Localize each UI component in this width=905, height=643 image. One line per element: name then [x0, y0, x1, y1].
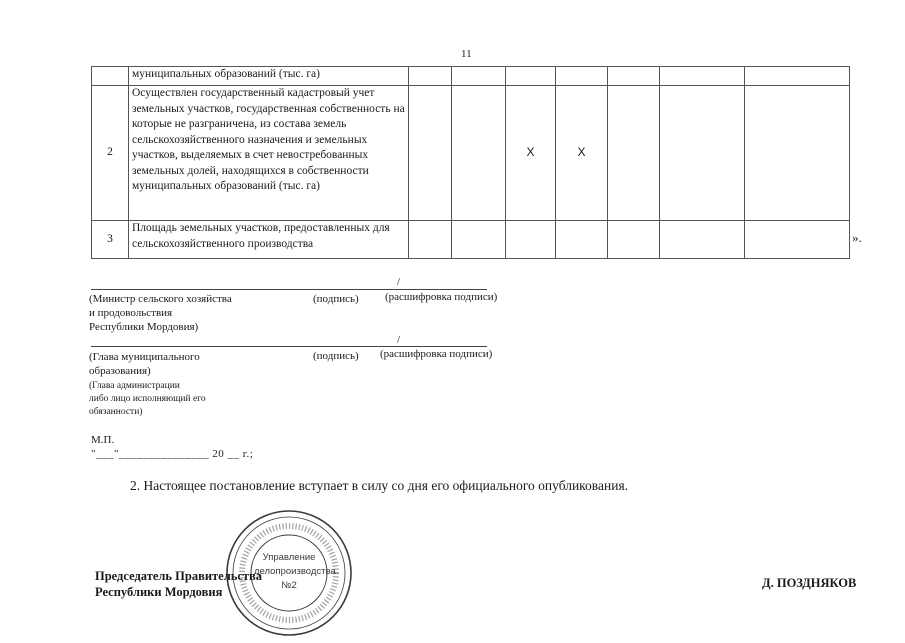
row-number: 3	[92, 221, 129, 259]
table-cell	[608, 67, 660, 86]
head-role-note: (Глава администрации либо лицо исполняющий его обязанности)	[89, 381, 206, 417]
table-cell	[745, 86, 850, 221]
signer-name: Д. ПОЗДНЯКОВ	[762, 576, 857, 590]
closing-quote: ».	[852, 230, 862, 245]
table-cell	[660, 67, 745, 86]
table-cell	[745, 221, 850, 259]
table-cell: X	[506, 86, 556, 221]
table-row	[92, 221, 850, 259]
table-cell: X	[556, 86, 608, 221]
date-line: "___"_______________ 20 __ г.;	[91, 448, 254, 460]
row-name: Площадь земельных участков, предоставленных для сельскохозяйственного производства	[129, 221, 409, 259]
row-number	[92, 67, 129, 86]
signature-label: (подпись)	[313, 293, 359, 305]
page-number: 11	[461, 48, 472, 60]
table-cell	[452, 67, 506, 86]
table-cell	[506, 67, 556, 86]
table-cell	[608, 221, 660, 259]
signature-label: (подпись)	[313, 350, 359, 362]
signature-decoding-label: (расшифровка подписи)	[385, 291, 498, 303]
head-role: (Глава муниципального образования)	[89, 351, 200, 377]
minister-role: (Министр сельского хозяйства и продовольствия Республики Мордовия)	[89, 293, 232, 333]
table-cell	[452, 221, 506, 259]
signer-title: Председатель Правительства Республики Мордовия	[95, 569, 263, 599]
seal-line-3: №2	[281, 580, 297, 591]
table-cell	[660, 86, 745, 221]
table-cell	[409, 86, 452, 221]
row-name: Осуществлен государственный кадастровый учет земельных участков, государственная собственность на которые не разграничена, из состава земель сельскохозяйственного назначения и земельных участков, выделяемых в счет невостребованных земельных долей, находящихся в собственности муниципальных образований (тыс. га)	[129, 86, 409, 221]
table-cell	[452, 86, 506, 221]
seal-line-2: делопроизводства	[254, 566, 336, 577]
signature-decoding-label: (расшифровка подписи)	[380, 348, 493, 360]
signature-slash: /	[397, 276, 401, 288]
seal-line-1: Управление	[262, 552, 316, 563]
table-row	[92, 67, 850, 86]
table-cell	[556, 67, 608, 86]
table-cell	[660, 221, 745, 259]
table-cell	[409, 221, 452, 259]
clause-2-text: 2. Настоящее постановление вступает в силу со дня его официального опубликования.	[130, 478, 629, 493]
stamp-place-label: М.П.	[91, 434, 115, 446]
row-name: муниципальных образований (тыс. га)	[129, 67, 409, 86]
table-cell	[608, 86, 660, 221]
signature-slash: /	[397, 334, 401, 346]
table-row	[92, 86, 850, 221]
table-cell	[556, 221, 608, 259]
table-cell	[506, 221, 556, 259]
table-cell	[409, 67, 452, 86]
row-number: 2	[92, 86, 129, 221]
table-cell	[745, 67, 850, 86]
report-table	[91, 66, 850, 259]
